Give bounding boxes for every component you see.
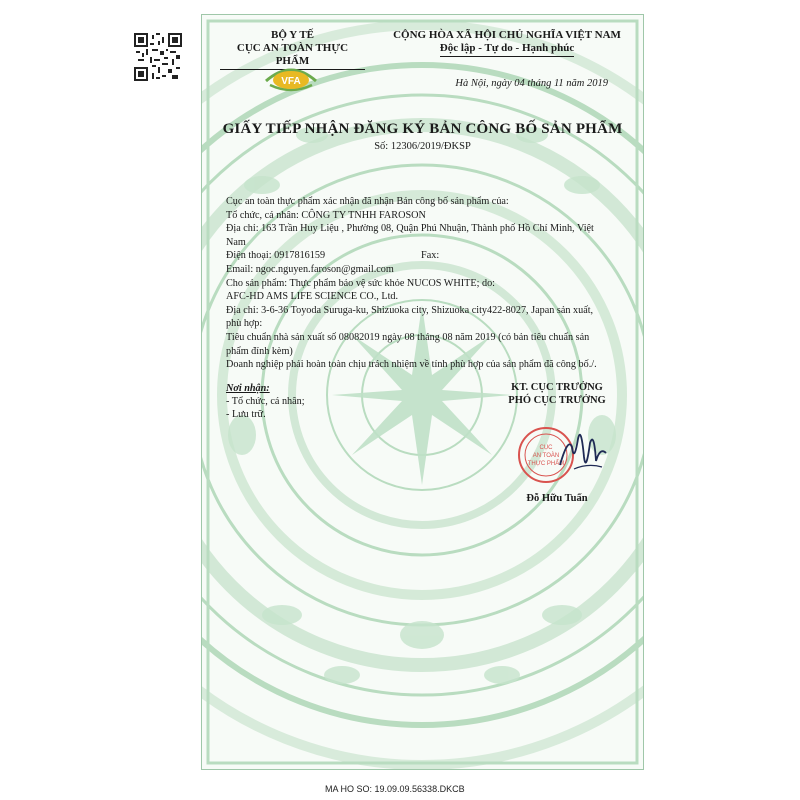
- responsibility: Doanh nghiệp phải hoàn toàn chịu trách nhiệm về tính phù hợp của sản phẩm đã công bố./.: [226, 359, 597, 371]
- recipients-title: Nơi nhận:: [226, 383, 270, 394]
- national-motto: Độc lập - Tự do - Hạnh phúc: [440, 42, 574, 57]
- document-title: GIẤY TIẾP NHẬN ĐĂNG KÝ BẢN CÔNG BỐ SẢN PHẨM: [222, 121, 623, 137]
- department-name: CỤC AN TOÀN THỰC PHẨM: [220, 42, 365, 70]
- fax: Fax:: [421, 250, 440, 262]
- phone: Điện thoại: 0917816159: [226, 250, 326, 262]
- seal-text: AN TOÀN: [532, 453, 560, 459]
- qr-code: [134, 33, 182, 81]
- certificate-page: [201, 14, 644, 770]
- document-body: [226, 195, 631, 372]
- product: Cho sản phẩm: Thực phẩm bảo vệ sức khỏe NUCOS WHITE; do:: [226, 277, 495, 289]
- signature-title-2: PHÓ CỤC TRƯỞNG: [508, 395, 606, 406]
- manufacturer: AFC-HD AMS LIFE SCIENCE CO., Ltd.: [226, 291, 399, 303]
- handwritten-signature-icon: [554, 417, 614, 487]
- standard-line-2: phẩm đính kèm): [226, 345, 293, 357]
- signature-block: [482, 381, 632, 407]
- email: Email: ngoc.nguyen.faroson@gmail.com: [226, 263, 394, 275]
- document-number: Số: 12306/2019/ĐKSP: [374, 141, 471, 152]
- address-line-2: Nam: [226, 236, 246, 248]
- svg-text:VFA: VFA: [281, 76, 301, 87]
- standard-line-1: Tiêu chuẩn nhà sản xuất số 08082019 ngày 08 tháng 08 năm 2019 (có bản tiêu chuẩn sản: [226, 331, 590, 343]
- manufacturer-address-2: phù hợp:: [226, 318, 263, 330]
- country-name: CỘNG HÒA XÃ HỘI CHỦ NGHĨA VIỆT NAM: [393, 29, 621, 41]
- recipients: [226, 382, 305, 421]
- recipient-item: - Lưu trữ.: [226, 409, 266, 420]
- recipient-item: - Tổ chức, cá nhân;: [226, 396, 305, 407]
- signature-title-1: KT. CỤC TRƯỞNG: [511, 382, 603, 393]
- national-title: [382, 29, 632, 57]
- address-line-1: Địa chỉ: 163 Trần Huy Liệu , Phường 08, Quận Phú Nhuận, Thành phố Hồ Chí Minh, Việt: [226, 223, 594, 235]
- manufacturer-address-1: Địa chỉ: 3-6-36 Toyoda Suruga-ku, Shizuoka city, Shizuoka city422-8027, Japan sản xuất,: [226, 304, 594, 316]
- organization: Tổ chức, cá nhân: CÔNG TY TNHH FAROSON: [226, 209, 426, 221]
- ministry-name: BỘ Y TẾ: [271, 29, 314, 41]
- seal-text: THỰC PHẨM: [527, 461, 565, 467]
- issue-date: Hà Nội, ngày 04 tháng 11 năm 2019: [455, 78, 608, 89]
- body-intro: Cục an toàn thực phẩm xác nhận đã nhận Bản công bố sản phẩm của:: [226, 196, 509, 207]
- signer-name: Đỗ Hữu Tuấn: [526, 493, 588, 504]
- seal-text: CỤC: [539, 445, 553, 451]
- dossier-code: MA HO SO: 19.09.09.56338.DKCB: [325, 784, 465, 794]
- vfa-logo-icon: [262, 61, 320, 95]
